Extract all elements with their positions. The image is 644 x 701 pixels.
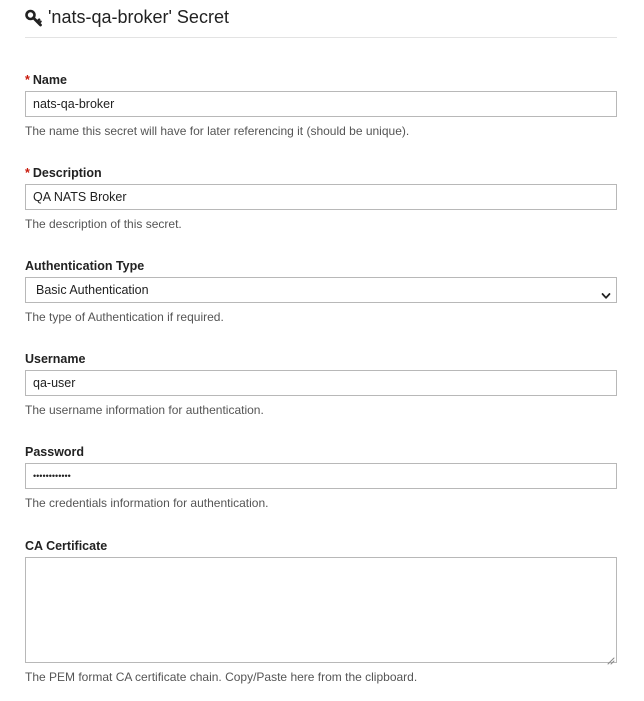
ca-certificate-textarea[interactable] xyxy=(25,557,617,663)
key-icon xyxy=(25,9,43,27)
auth-type-label: Authentication Type xyxy=(25,259,145,273)
password-masked-value: •••••••••••• xyxy=(33,471,71,481)
username-input[interactable] xyxy=(25,370,617,396)
ca-certificate-help-text: The PEM format CA certificate chain. Copy/Paste here from the clipboard. xyxy=(25,670,418,684)
auth-type-help-text: The type of Authentication if required. xyxy=(25,310,224,324)
name-input[interactable] xyxy=(25,91,617,117)
resize-grip-icon[interactable] xyxy=(606,652,615,661)
ca-certificate-label: CA Certificate xyxy=(25,539,108,553)
username-field-group xyxy=(25,351,617,418)
password-label: Password xyxy=(25,445,85,459)
chevron-down-icon xyxy=(601,285,611,295)
password-field-group xyxy=(25,444,617,511)
description-label: * Description xyxy=(25,166,102,180)
name-label: * Name xyxy=(25,73,67,87)
auth-type-selected-value: Basic Authentication xyxy=(36,283,149,297)
password-input[interactable] xyxy=(25,463,617,489)
required-marker: * xyxy=(25,73,30,87)
password-help-text: The credentials information for authentication. xyxy=(25,496,269,510)
username-help-text: The username information for authentication. xyxy=(25,403,264,417)
form-header xyxy=(25,0,617,38)
auth-type-field-group xyxy=(25,258,617,325)
description-help-text: The description of this secret. xyxy=(25,217,182,231)
required-marker: * xyxy=(25,166,30,180)
name-help-text: The name this secret will have for later referencing it (should be unique). xyxy=(25,124,410,138)
username-label: Username xyxy=(25,352,86,366)
description-input[interactable] xyxy=(25,184,617,210)
description-field-group xyxy=(25,165,617,232)
secret-form xyxy=(25,0,617,684)
auth-type-select[interactable] xyxy=(25,277,617,303)
name-field-group xyxy=(25,72,617,139)
page-title: 'nats-qa-broker' Secret xyxy=(48,7,229,27)
ca-certificate-field-group xyxy=(25,538,617,685)
